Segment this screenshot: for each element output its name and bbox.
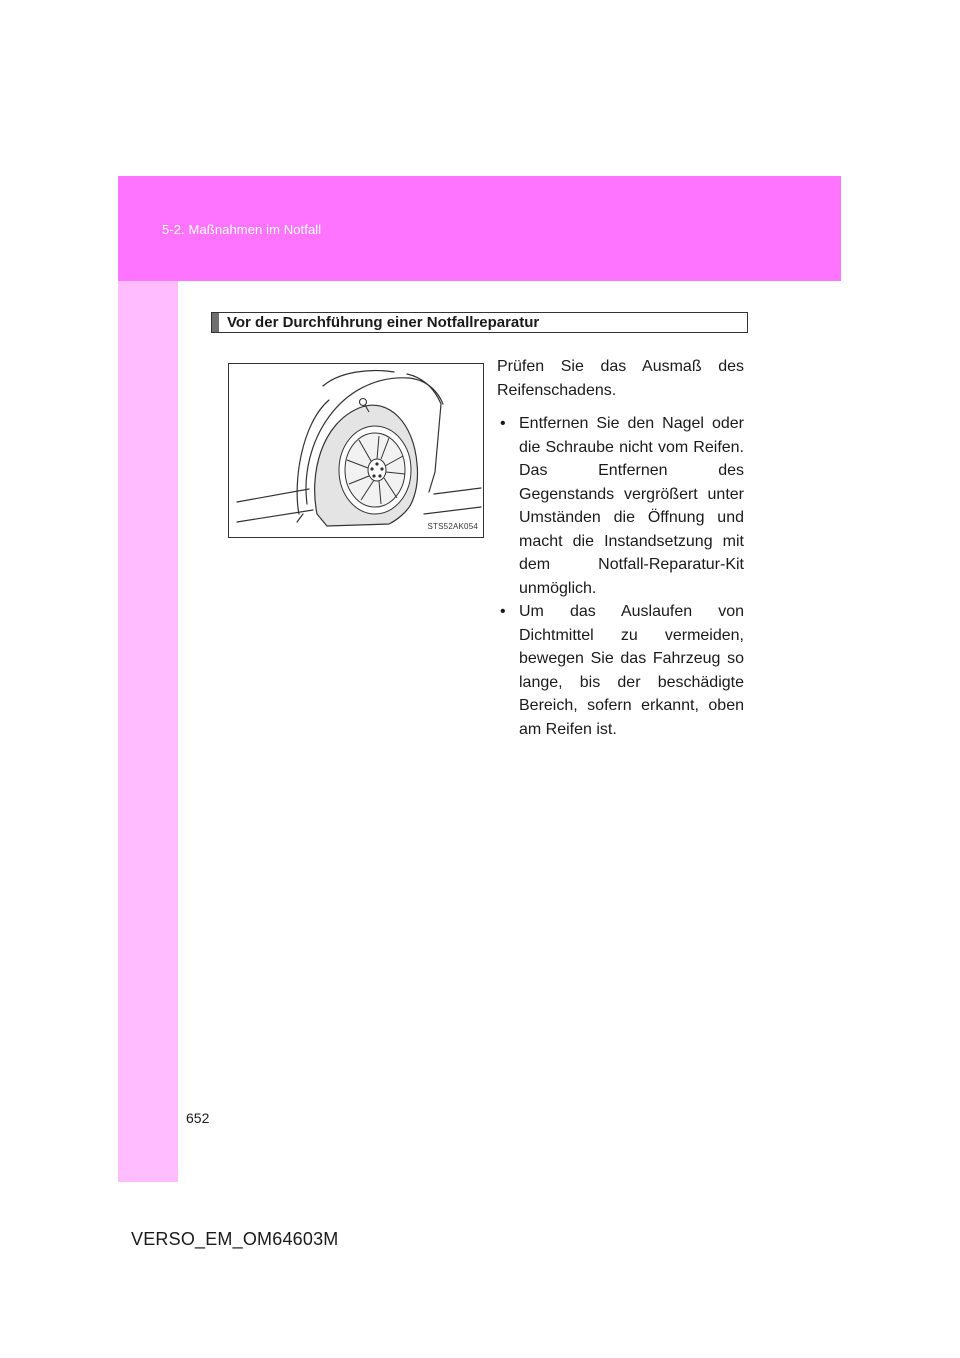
side-strip — [118, 281, 178, 1182]
list-item-text: Um das Auslaufen von Dichtmittel zu vermeiden, bewegen Sie das Fahrzeug so lange, bis der beschädigte Bereich, sofern erkannt, oben am Reifen ist. — [519, 603, 744, 738]
flat-tire-icon — [229, 364, 484, 538]
list-item — [497, 412, 744, 600]
document-code: VERSO_EM_OM64603M — [131, 1229, 339, 1249]
list-item — [497, 600, 744, 741]
section-heading-text: Vor der Durchführung einer Notfallreparatur — [227, 314, 540, 331]
bullet-marker: • — [500, 603, 506, 620]
intro-paragraph: Prüfen Sie das Ausmaß des Reifenschadens. — [497, 358, 744, 399]
section-label: 5-2. Maßnahmen im Notfall — [162, 222, 322, 237]
section-heading — [211, 312, 748, 333]
body-text — [497, 355, 744, 741]
heading-marker — [212, 313, 219, 332]
flat-tire-figure — [228, 363, 484, 538]
list-item-text: Entfernen Sie den Nagel oder die Schraube nicht vom Reifen. Das Entfernen des Gegenstands vergrößert unter Umständen die Öffnung und macht die Instandsetzung mit dem Notfall-Reparatur-Kit unmöglich. — [519, 415, 744, 597]
figure-code: STS52AK054 — [427, 522, 478, 531]
bullet-marker: • — [500, 415, 506, 432]
bullet-list — [497, 412, 744, 741]
page-number: 652 — [186, 1110, 210, 1126]
